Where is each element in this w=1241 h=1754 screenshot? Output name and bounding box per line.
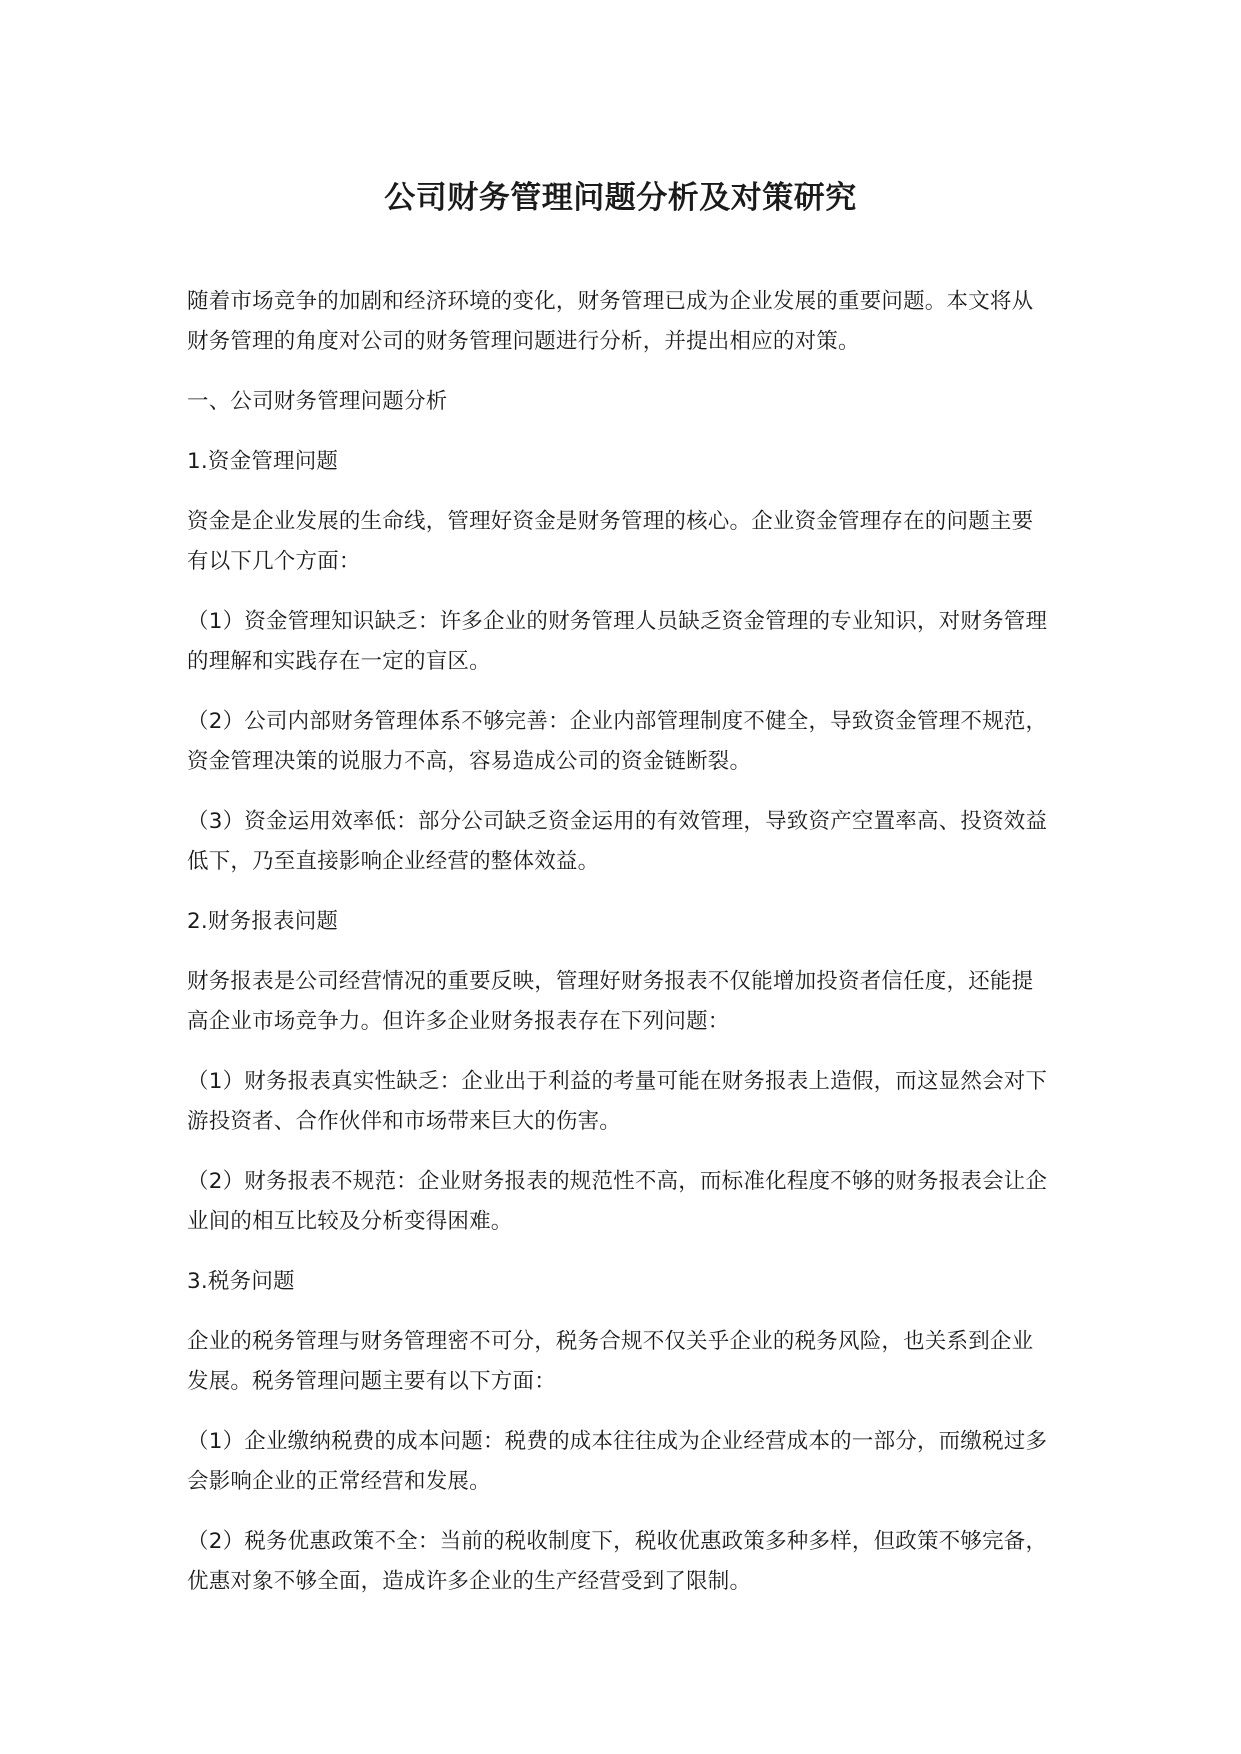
paragraph: 企业的税务管理与财务管理密不可分，税务合规不仅关乎企业的税务风险，也关系到企业发展。税务管理问题主要有以下方面： — [187, 1329, 1034, 1394]
list-item: （2）公司内部财务管理体系不够完善：企业内部管理制度不健全，导致资金管理不规范，资金管理决策的说服力不高，容易造成公司的资金链断裂。 — [187, 709, 1048, 774]
document-title: 公司财务管理问题分析及对策研究 — [384, 180, 857, 216]
document-body — [187, 282, 1054, 1622]
list-item: （3）资金运用效率低：部分公司缺乏资金运用的有效管理，导致资产空置率高、投资效益低下，乃至直接影响企业经营的整体效益。 — [187, 809, 1048, 874]
paragraph: 财务报表是公司经营情况的重要反映，管理好财务报表不仅能增加投资者信任度，还能提高企业市场竞争力。但许多企业财务报表存在下列问题： — [187, 969, 1034, 1034]
subsection-heading: 1.资金管理问题 — [187, 449, 339, 474]
paragraph: 资金是企业发展的生命线，管理好资金是财务管理的核心。企业资金管理存在的问题主要有以下几个方面： — [187, 509, 1034, 574]
list-item: （1）财务报表真实性缺乏：企业出于利益的考量可能在财务报表上造假，而这显然会对下游投资者、合作伙伴和市场带来巨大的伤害。 — [187, 1069, 1048, 1134]
list-item: （1）企业缴纳税费的成本问题：税费的成本往往成为企业经营成本的一部分，而缴税过多会影响企业的正常经营和发展。 — [187, 1429, 1048, 1494]
subsection-heading: 2.财务报表问题 — [187, 909, 339, 934]
section-heading: 一、公司财务管理问题分析 — [187, 389, 448, 414]
subsection-heading: 3.税务问题 — [187, 1269, 295, 1294]
list-item: （2）税务优惠政策不全：当前的税收制度下，税收优惠政策多种多样，但政策不够完备，优惠对象不够全面，造成许多企业的生产经营受到了限制。 — [187, 1529, 1048, 1594]
list-item: （2）财务报表不规范：企业财务报表的规范性不高，而标准化程度不够的财务报表会让企业间的相互比较及分析变得困难。 — [187, 1169, 1048, 1234]
list-item: （1）资金管理知识缺乏：许多企业的财务管理人员缺乏资金管理的专业知识，对财务管理的理解和实践存在一定的盲区。 — [187, 609, 1048, 674]
intro-paragraph: 随着市场竞争的加剧和经济环境的变化，财务管理已成为企业发展的重要问题。本文将从财务管理的角度对公司的财务管理问题进行分析，并提出相应的对策。 — [187, 289, 1034, 354]
